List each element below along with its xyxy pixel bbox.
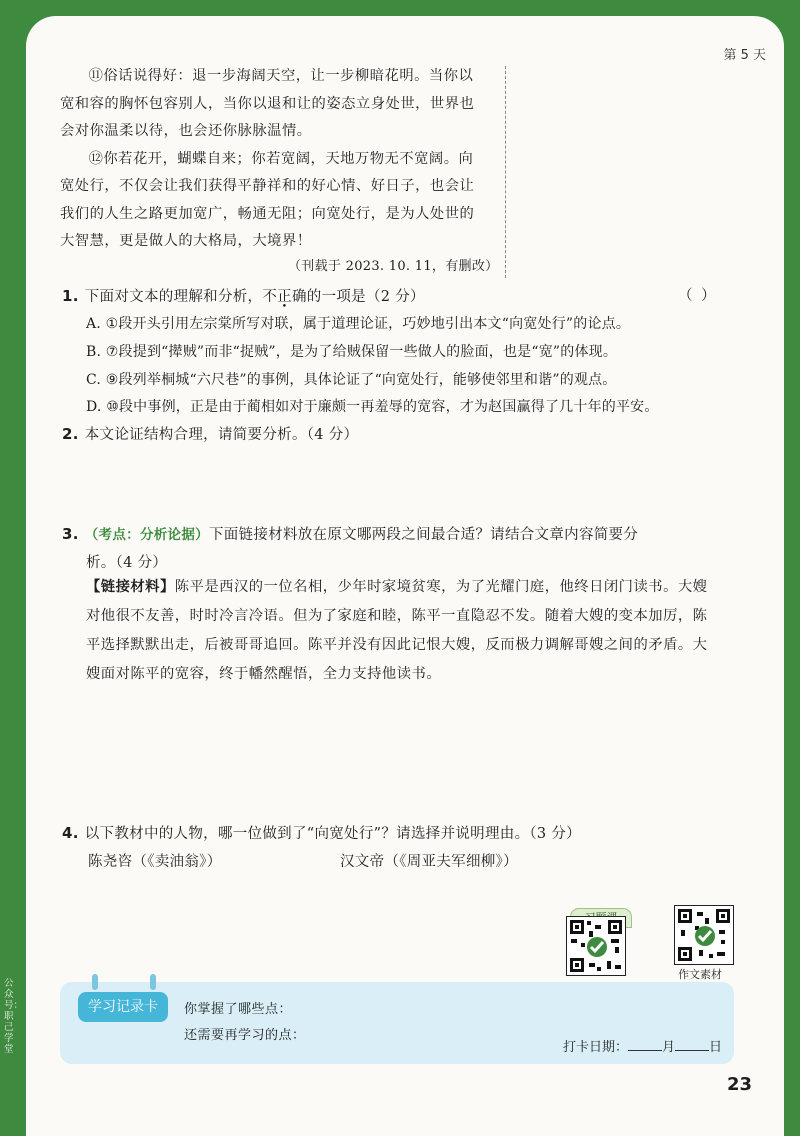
question-3 [62, 523, 638, 544]
month-label: 月 [661, 1040, 675, 1055]
day-label-unit: 日 [708, 1040, 722, 1055]
day-blank[interactable] [675, 1038, 709, 1051]
option-b: B. ⑦段提到“撵贼”而非“捉贼”，是为了给贼保留一些做人的脸面，也是“宽”的体现。 [86, 344, 618, 360]
writing-material-qr-code[interactable] [674, 905, 734, 965]
month-blank[interactable] [628, 1038, 662, 1051]
question-3-number: 3. [62, 525, 79, 543]
mastered-points-label: 你掌握了哪些点： [184, 1002, 293, 1017]
option-c: C. ⑨段列举桐城“六尺巷”的事例，具体论证了“向宽处行，能够使邻里和谐”的观点。 [86, 372, 617, 388]
page-number: 23 [726, 1074, 752, 1095]
question-1 [62, 285, 425, 306]
linked-material-label: 【链接材料】 [86, 579, 175, 595]
checkin-date-label: 打卡日期： [562, 1040, 628, 1055]
paragraph-12: ⑫你若花开，蝴蝶自来；你若宽阔，天地万物无不宽阔。向宽处行，不仅会让我们获得平静祥和的好心情、好日子，也会让我们的人生之路更加宽广，畅通无阻；向宽处行，是为人处世的大智慧，更是做人的大格局，大境界！ [60, 150, 475, 249]
question-4 [62, 822, 581, 843]
option-a: A. ①段开头引用左宗棠所写对联，属于道理论证，巧妙地引出本文“向宽处行”的论点。 [86, 316, 631, 332]
question-1-number: 1. [62, 287, 79, 305]
card-pin-right [150, 974, 156, 990]
question-2-stem: 本文论证结构合理，请简要分析。（4 分） [84, 427, 359, 443]
question-4-stem: 以下教材中的人物，哪一位做到了“向宽处行”？请选择并说明理由。（3 分） [84, 826, 581, 842]
question-1-stem-c: 的一项是（2 分） [306, 289, 425, 305]
source-note: （刊载于 2023. 10. 11，有删改） [288, 259, 499, 274]
side-watermark-text: 公众号：职己学堂 [4, 978, 24, 1055]
writing-material-label: 作文素材 [678, 968, 722, 981]
linked-material [86, 573, 716, 689]
review-points-label: 还需要再学习的点： [184, 1028, 306, 1043]
exercise-qr-code[interactable] [566, 916, 626, 976]
paragraph-11: ⑪俗话说得好：退一步海阔天空，让一步柳暗花明。当你以宽和容的胸怀包容别人，当你以退和让的姿态立身处世，世界也会对你温柔以待，也会还你脉脉温情。 [60, 68, 475, 139]
question-3-stem-line1: 下面链接材料放在原文哪两段之间最合适？请结合文章内容简要分 [208, 527, 639, 543]
question-2 [62, 423, 358, 444]
checkin-date[interactable] [563, 1036, 722, 1055]
study-record-title: 学习记录卡 [78, 992, 168, 1022]
question-3-line2: 析。（4 分） [86, 555, 168, 571]
question-3-tag: （考点：分析论据） [84, 527, 209, 543]
study-record-card [60, 982, 734, 1064]
answer-bracket: （ ） [678, 288, 718, 304]
question-2-number: 2. [62, 425, 79, 443]
choice-a: 陈尧咨（《卖油翁》） [88, 854, 222, 870]
question-1-stem-a: 下面对文本的理解和分析， [84, 289, 263, 305]
passage-divider [505, 66, 506, 278]
day-label: 第 5 天 [723, 48, 766, 63]
choice-b: 汉文帝（《周亚夫军细柳》） [340, 854, 518, 870]
linked-material-text: 陈平是西汉的一位名相，少年时家境贫寒，为了光耀门庭，他终日闭门读书。大嫂对他很不友善，时时冷言冷语。但为了家庭和睦，陈平一直隐忍不发。随着大嫂的变本加厉，陈平选择默默出走，后被哥哥追回。陈平并没有因此记恨大嫂，反而极力调解哥嫂之间的矛盾。大嫂面对陈平的宽容，终于幡然醒悟，全力支持他读书。 [86, 579, 708, 682]
passage [60, 63, 480, 256]
question-1-emphasis: 不正确 [262, 289, 307, 305]
card-pin-left [92, 974, 98, 990]
option-d: D. ⑩段中事例，正是由于蔺相如对于廉颇一再羞辱的宽容，才为赵国赢得了几十年的平安。 [86, 399, 659, 415]
question-4-number: 4. [62, 824, 79, 842]
